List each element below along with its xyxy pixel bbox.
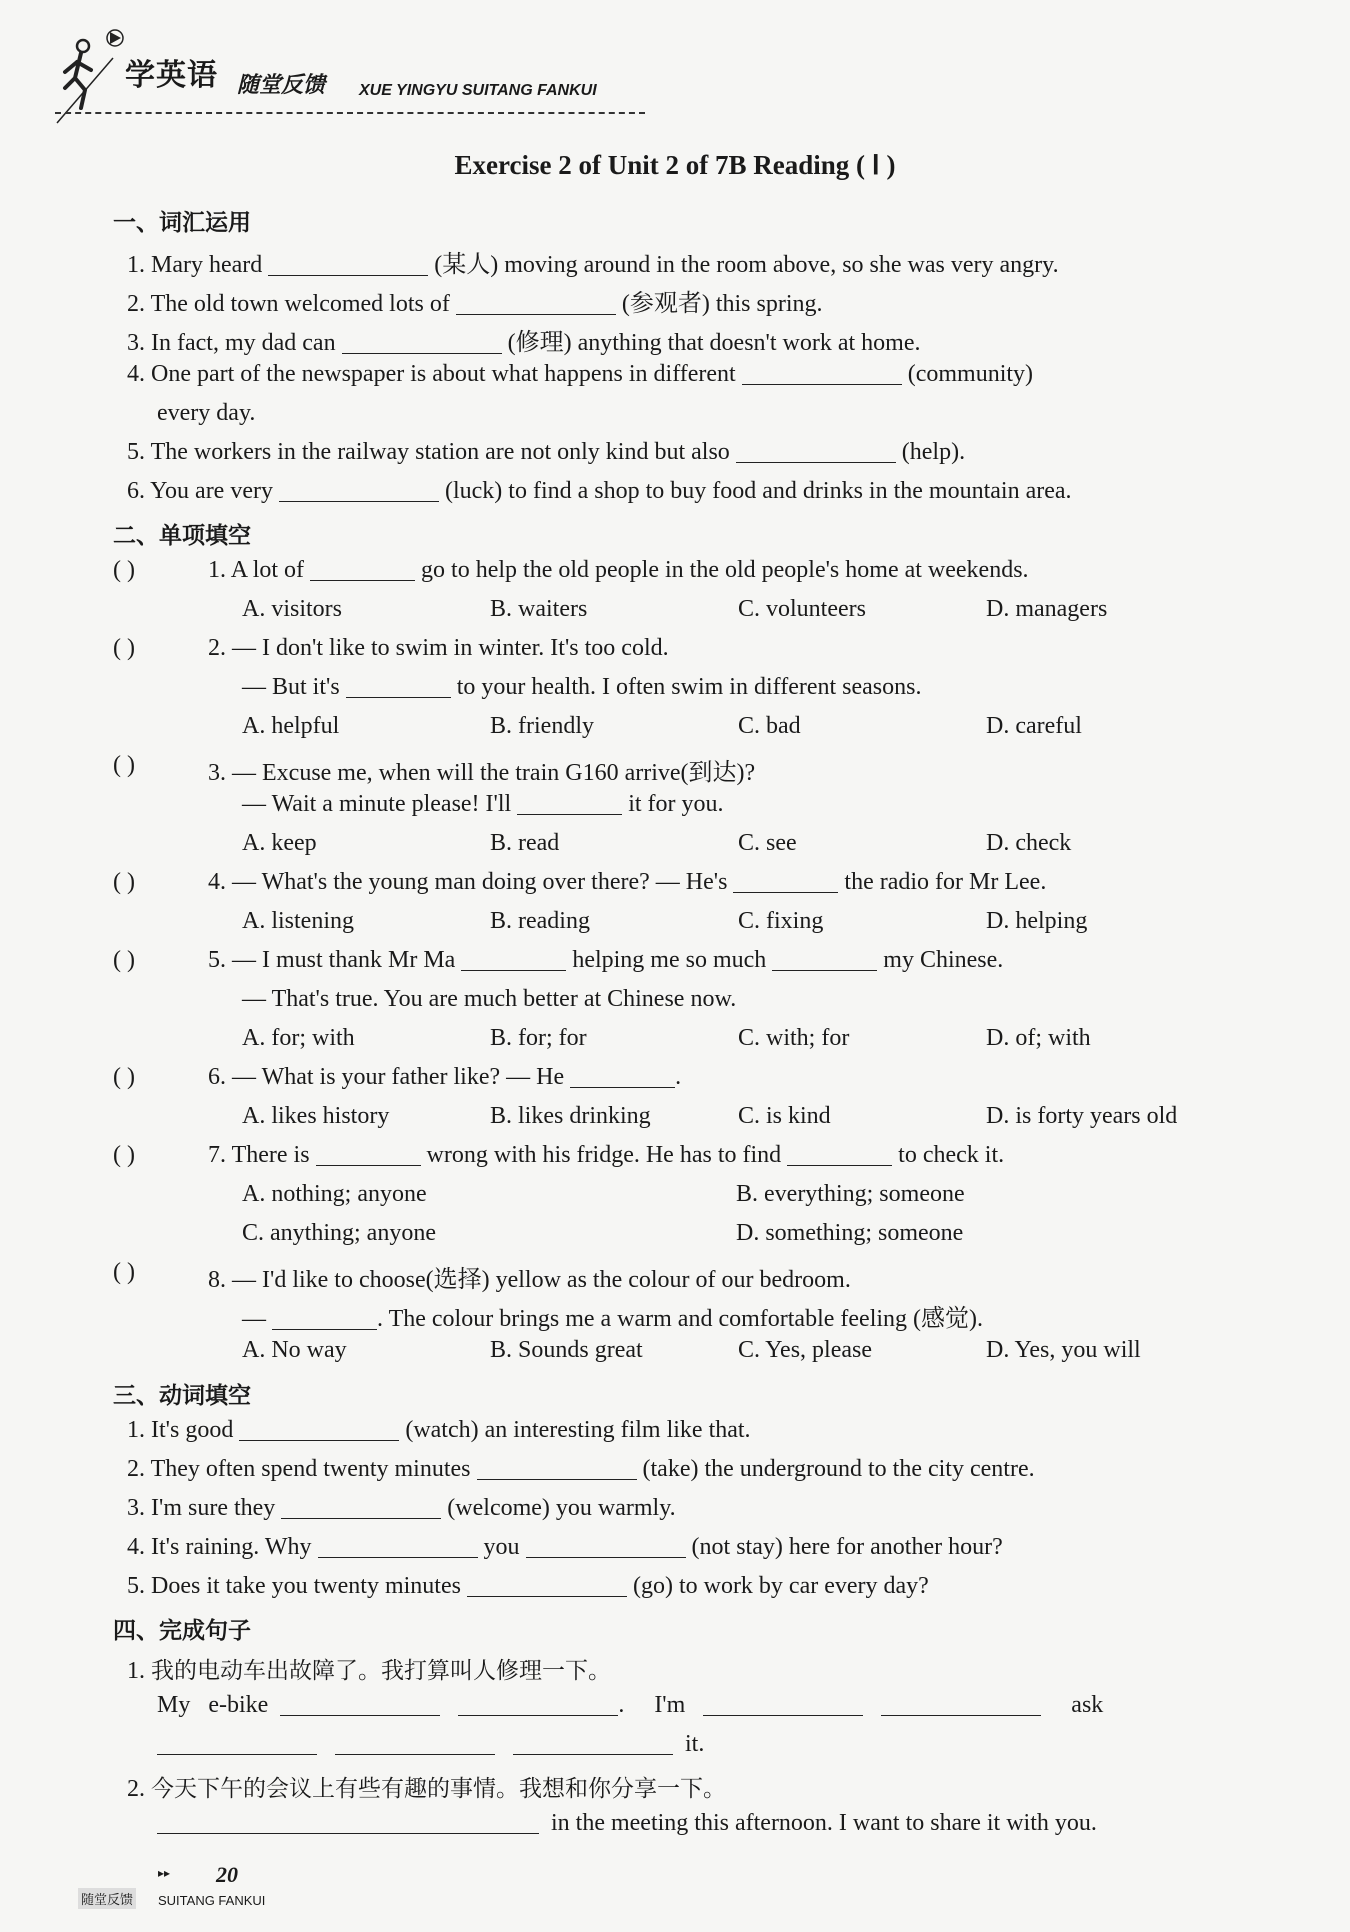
item-text: — I'd like to choose(选择) yellow as the colour of our bedroom. bbox=[232, 1267, 851, 1293]
item-text: e-bike bbox=[208, 1692, 269, 1718]
mc-question-8-line2 bbox=[242, 1298, 983, 1333]
item-text: Does it take you twenty minutes bbox=[151, 1573, 461, 1599]
item-number: 3. bbox=[208, 760, 226, 786]
mc-question-2 bbox=[208, 635, 669, 662]
item-text: — bbox=[242, 1306, 266, 1332]
item-text: One part of the newspaper is about what happens in different bbox=[151, 361, 736, 387]
answer-blank[interactable] bbox=[272, 1307, 377, 1330]
option-a[interactable]: A. nothing; anyone bbox=[242, 1181, 427, 1207]
answer-blank[interactable] bbox=[346, 675, 451, 698]
answer-blank[interactable] bbox=[787, 1143, 892, 1166]
item-text: it. bbox=[685, 1731, 705, 1757]
option-b[interactable]: B. friendly bbox=[490, 713, 594, 739]
item-text: (修理) anything that doesn't work at home. bbox=[507, 330, 921, 356]
mc-question-1 bbox=[208, 557, 1029, 584]
vocab-item-1 bbox=[127, 244, 1059, 279]
item-text: There is bbox=[231, 1142, 310, 1168]
answer-blank[interactable] bbox=[157, 1811, 539, 1834]
answer-bracket[interactable]: ( ) bbox=[113, 1259, 135, 1285]
item-text: (community) bbox=[907, 361, 1034, 387]
answer-bracket[interactable]: ( ) bbox=[113, 635, 135, 661]
header-pinyin: XUE YINGYU SUITANG FANKUI bbox=[359, 82, 597, 99]
vocab-item-4 bbox=[127, 361, 1033, 388]
mc-question-2-line2 bbox=[242, 674, 921, 701]
vocab-item-3 bbox=[127, 322, 921, 357]
option-b[interactable]: B. for; for bbox=[490, 1025, 587, 1051]
item-number: 1. bbox=[208, 557, 226, 583]
item-text: to your health. I often swim in different seasons. bbox=[456, 674, 922, 700]
option-a[interactable]: A. helpful bbox=[242, 713, 340, 739]
page-title: Exercise 2 of Unit 2 of 7B Reading ( Ⅰ ) bbox=[454, 150, 896, 180]
answer-bracket[interactable]: ( ) bbox=[113, 1064, 135, 1090]
footer-badge: 随堂反馈 bbox=[78, 1888, 136, 1909]
item-number: 1. bbox=[127, 252, 145, 278]
answer-blank[interactable] bbox=[461, 948, 566, 971]
answer-blank[interactable] bbox=[281, 1496, 441, 1519]
section-heading-vocab: 一、词汇运用 bbox=[113, 210, 251, 236]
item-text: . The colour brings me a warm and comfortable feeling (感觉). bbox=[377, 1306, 984, 1332]
option-d[interactable]: D. managers bbox=[986, 596, 1108, 622]
item-number: 1. bbox=[127, 1417, 145, 1443]
header-subtitle: 随堂反馈 bbox=[237, 73, 326, 98]
item-number: 5. bbox=[208, 947, 226, 973]
item-number: 6. bbox=[208, 1064, 226, 1090]
item-number: 3. bbox=[127, 330, 145, 356]
item-text: in the meeting this afternoon. I want to share it with you. bbox=[551, 1810, 1097, 1836]
answer-blank[interactable] bbox=[881, 1693, 1041, 1716]
item-number: 2. bbox=[127, 291, 145, 317]
item-text: Mary heard bbox=[151, 252, 263, 278]
item-text: — Wait a minute please! I'll bbox=[242, 791, 512, 817]
item-text: — I must thank Mr Ma bbox=[232, 947, 456, 973]
answer-bracket[interactable]: ( ) bbox=[113, 557, 135, 583]
option-d[interactable]: D. something; someone bbox=[736, 1220, 964, 1246]
answer-blank[interactable] bbox=[467, 1574, 627, 1597]
answer-blank[interactable] bbox=[456, 292, 616, 315]
option-c[interactable]: C. with; for bbox=[738, 1025, 850, 1051]
item-text: I'm bbox=[654, 1692, 686, 1718]
answer-blank[interactable] bbox=[335, 1732, 495, 1755]
option-b[interactable]: B. everything; someone bbox=[736, 1181, 965, 1207]
mc-question-8 bbox=[208, 1259, 851, 1294]
item-number: 2. bbox=[208, 635, 226, 661]
verb-item-4 bbox=[127, 1534, 1003, 1561]
verb-item-1 bbox=[127, 1417, 751, 1444]
option-d[interactable]: D. check bbox=[986, 830, 1072, 856]
option-c[interactable]: C. see bbox=[738, 830, 797, 856]
header-title: 学英语 bbox=[125, 58, 218, 93]
mc-question-4 bbox=[208, 869, 1046, 896]
mc-question-3-line2 bbox=[242, 791, 724, 818]
answer-blank[interactable] bbox=[239, 1418, 399, 1441]
answer-blank[interactable] bbox=[279, 479, 439, 502]
option-d[interactable]: D. helping bbox=[986, 908, 1088, 934]
item-text: it for you. bbox=[628, 791, 724, 817]
answer-blank[interactable] bbox=[458, 1693, 618, 1716]
verb-item-5 bbox=[127, 1573, 929, 1600]
mc-question-5-line2: — That's true. You are much better at Chinese now. bbox=[242, 986, 737, 1012]
answer-blank[interactable] bbox=[342, 331, 502, 354]
answer-blank[interactable] bbox=[526, 1535, 686, 1558]
item-text: (某人) moving around in the room above, so she was very angry. bbox=[434, 252, 1059, 278]
item-text: — What's the young man doing over there? — He's bbox=[232, 869, 728, 895]
option-a[interactable]: A. keep bbox=[242, 830, 317, 856]
item-text: (luck) to find a shop to buy food and drinks in the mountain area. bbox=[444, 478, 1072, 504]
mc-question-5 bbox=[208, 947, 1003, 974]
option-d[interactable]: D. is forty years old bbox=[986, 1103, 1178, 1129]
item-number: 8. bbox=[208, 1267, 226, 1293]
option-d[interactable]: D. Yes, you will bbox=[986, 1337, 1141, 1363]
complete-item-1-line2 bbox=[157, 1731, 704, 1758]
answer-blank[interactable] bbox=[268, 253, 428, 276]
item-text: ask bbox=[1071, 1692, 1104, 1718]
item-number: 5. bbox=[127, 1573, 145, 1599]
item-text: My bbox=[157, 1692, 191, 1718]
item-number: 4. bbox=[127, 1534, 145, 1560]
answer-blank[interactable] bbox=[517, 792, 622, 815]
answer-bracket[interactable]: ( ) bbox=[113, 752, 135, 778]
answer-blank[interactable] bbox=[570, 1065, 675, 1088]
item-text: the radio for Mr Lee. bbox=[844, 869, 1047, 895]
option-b[interactable]: B. waiters bbox=[490, 596, 588, 622]
item-text: (watch) an interesting film like that. bbox=[405, 1417, 751, 1443]
answer-blank[interactable] bbox=[477, 1457, 637, 1480]
item-text: You are very bbox=[150, 478, 273, 504]
item-text: (take) the underground to the city centre. bbox=[642, 1456, 1035, 1482]
option-a[interactable]: A. No way bbox=[242, 1337, 347, 1363]
item-number: 4. bbox=[208, 869, 226, 895]
item-text: It's good bbox=[151, 1417, 234, 1443]
item-text: — I don't like to swim in winter. It's too cold. bbox=[232, 635, 669, 661]
answer-blank[interactable] bbox=[157, 1732, 317, 1755]
option-c[interactable]: C. Yes, please bbox=[738, 1337, 873, 1363]
item-text: (help). bbox=[901, 439, 966, 465]
option-a[interactable]: A. likes history bbox=[242, 1103, 390, 1129]
item-text: you bbox=[483, 1534, 520, 1560]
mc-question-6 bbox=[208, 1064, 681, 1091]
answer-blank[interactable] bbox=[736, 440, 896, 463]
option-b[interactable]: B. reading bbox=[490, 908, 590, 934]
section-heading-complete: 四、完成句子 bbox=[113, 1618, 251, 1644]
footer-pinyin: SUITANG FANKUI bbox=[158, 1893, 266, 1908]
answer-bracket[interactable]: ( ) bbox=[113, 869, 135, 895]
option-a[interactable]: A. listening bbox=[242, 908, 354, 934]
double-arrow-icon: ▸▸ bbox=[158, 1866, 171, 1880]
answer-bracket[interactable]: ( ) bbox=[113, 1142, 135, 1168]
item-text: (go) to work by car every day? bbox=[632, 1573, 929, 1599]
item-text: A lot of bbox=[230, 557, 305, 583]
item-number: 7. bbox=[208, 1142, 226, 1168]
item-text: — Excuse me, when will the train G160 arrive(到达)? bbox=[232, 760, 756, 786]
vocab-item-6 bbox=[127, 478, 1072, 505]
item-number: 2. bbox=[127, 1776, 145, 1802]
answer-bracket[interactable]: ( ) bbox=[113, 947, 135, 973]
option-c[interactable]: C. volunteers bbox=[738, 596, 866, 622]
item-number: 2. bbox=[127, 1456, 145, 1482]
section-heading-choice: 二、单项填空 bbox=[113, 523, 251, 549]
answer-blank[interactable] bbox=[280, 1693, 440, 1716]
item-text: (not stay) here for another hour? bbox=[691, 1534, 1003, 1560]
item-text: — What is your father like? — He bbox=[232, 1064, 565, 1090]
answer-blank[interactable] bbox=[742, 362, 902, 385]
option-c[interactable]: C. is kind bbox=[738, 1103, 831, 1129]
item-text: . bbox=[675, 1064, 682, 1090]
option-c[interactable]: C. bad bbox=[738, 713, 801, 739]
item-text: wrong with his fridge. He has to find bbox=[426, 1142, 782, 1168]
item-text: I'm sure they bbox=[151, 1495, 276, 1521]
answer-blank[interactable] bbox=[513, 1732, 673, 1755]
complete-item-1-line1 bbox=[157, 1692, 1103, 1719]
item-text: They often spend twenty minutes bbox=[150, 1456, 471, 1482]
mc-question-7 bbox=[208, 1142, 1004, 1169]
complete-item-1-cn bbox=[127, 1652, 611, 1685]
item-text: go to help the old people in the old people's home at weekends. bbox=[421, 557, 1029, 583]
item-number: 1. bbox=[127, 1658, 145, 1684]
item-text: . bbox=[618, 1692, 625, 1718]
answer-blank[interactable] bbox=[703, 1693, 863, 1716]
item-text: to check it. bbox=[898, 1142, 1005, 1168]
option-b[interactable]: B. read bbox=[490, 830, 560, 856]
verb-item-3 bbox=[127, 1495, 676, 1522]
item-chinese: 我的电动车出故障了。我打算叫人修理一下。 bbox=[151, 1658, 611, 1684]
vocab-item-2 bbox=[127, 283, 823, 318]
item-text: (welcome) you warmly. bbox=[447, 1495, 676, 1521]
answer-blank[interactable] bbox=[772, 948, 877, 971]
complete-item-2-cn bbox=[127, 1770, 726, 1803]
option-d[interactable]: D. careful bbox=[986, 713, 1082, 739]
answer-blank[interactable] bbox=[733, 870, 838, 893]
page-number: 20 bbox=[216, 1862, 238, 1887]
option-c[interactable]: C. fixing bbox=[738, 908, 824, 934]
item-number: 6. bbox=[127, 478, 145, 504]
item-number: 4. bbox=[127, 361, 145, 387]
item-text: my Chinese. bbox=[883, 947, 1004, 973]
answer-blank[interactable] bbox=[318, 1535, 478, 1558]
option-a[interactable]: A. visitors bbox=[242, 596, 343, 622]
item-text: (参观者) this spring. bbox=[621, 291, 823, 317]
item-number: 3. bbox=[127, 1495, 145, 1521]
item-text: helping me so much bbox=[572, 947, 767, 973]
option-d[interactable]: D. of; with bbox=[986, 1025, 1091, 1051]
mc-question-3 bbox=[208, 752, 755, 787]
header-divider bbox=[55, 112, 645, 114]
option-a[interactable]: A. for; with bbox=[242, 1025, 355, 1051]
option-b[interactable]: B. likes drinking bbox=[490, 1103, 651, 1129]
item-chinese: 今天下午的会议上有些有趣的事情。我想和你分享一下。 bbox=[151, 1776, 726, 1802]
vocab-item-5 bbox=[127, 439, 965, 466]
complete-item-2-line1 bbox=[157, 1810, 1097, 1837]
item-text: — But it's bbox=[242, 674, 340, 700]
vocab-item-4-cont: every day. bbox=[157, 400, 256, 426]
answer-blank[interactable] bbox=[310, 558, 415, 581]
item-text: The old town welcomed lots of bbox=[150, 291, 450, 317]
verb-item-2 bbox=[127, 1456, 1035, 1483]
item-text: It's raining. Why bbox=[151, 1534, 312, 1560]
section-heading-verbs: 三、动词填空 bbox=[113, 1383, 251, 1409]
answer-blank[interactable] bbox=[316, 1143, 421, 1166]
option-b[interactable]: B. Sounds great bbox=[490, 1337, 643, 1363]
item-text: In fact, my dad can bbox=[151, 330, 336, 356]
item-number: 5. bbox=[127, 439, 145, 465]
option-c[interactable]: C. anything; anyone bbox=[242, 1220, 436, 1246]
item-text: The workers in the railway station are not only kind but also bbox=[150, 439, 730, 465]
